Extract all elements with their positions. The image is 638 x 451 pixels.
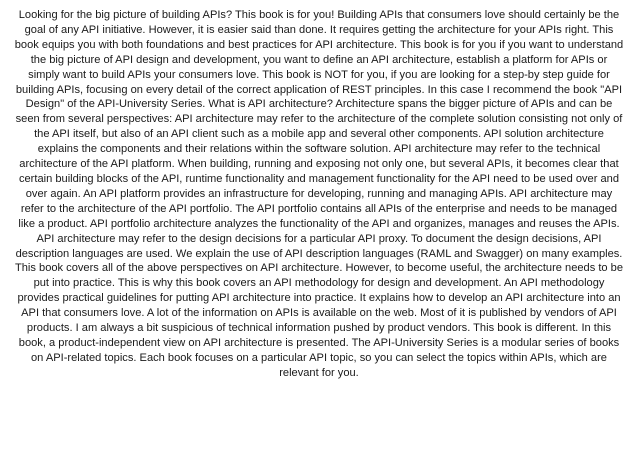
book-description-text: Looking for the big picture of building APIs? This book is for you! Building APIs that consumers love should certainly be the goal of any API initiative. However, it is easier said than done. It requires getting the architecture for your APIs right. This book equips you with both foundations and best practices for API architecture. This book is for you if you want to understand the big picture of API design and development, you want to define an API architecture, establish a platform for APIs or simply want to build APIs your consumers love. This book is NOT for you, if you are looking for a step-by step guide for building APIs, focusing on every detail of the correct application of REST principles. In this case I recommend the book "API Design" of the API-University Series. What is API architecture? Architecture spans the bigger picture of APIs and can be seen from several perspectives: API architecture may refer to the architecture of the complete solution consisting not only of the API itself, but also of an API client such as a mobile app and several other components. API solution architecture explains the components and their relations within the software solution. API architecture may refer to the technical architecture of the API platform. When building, running and exposing not only one, but several APIs, it becomes clear that certain building blocks of the API, runtime functionality and management functionality for the API need to be used over and over again. An API platform provides an infrastructure for developing, running and managing APIs. API architecture may refer to the architecture of the API portfolio. The API portfolio contains all APIs of the enterprise and needs to be managed like a product. API portfolio architecture analyzes the functionality of the API and organizes, manages and reuses the APIs. API architecture may refer to the design decisions for a particular API proxy. To document the design decisions, API description languages are used. We explain the use of API description languages (RAML and Swagger) on many examples. This book covers all of the above perspectives on API architecture. However, to become useful, the architecture needs to be put into practice. This is why this book covers an API methodology for design and development. An API methodology provides practical guidelines for putting API architecture into practice. It explains how to develop an API architecture into an API that consumers love. A lot of the information on APIs is available on the web. Most of it is published by vendors of API products. I am always a bit suspicious of technical information pushed by product vendors. This book is different. In this book, a product-independent view on API architecture is presented. The API-University Series is a modular series of books on API-related topics. Each book focuses on a particular API topic, so you can select the topics within APIs, which are relevant for you. [14, 9, 624, 379]
document-page [14, 8, 624, 443]
